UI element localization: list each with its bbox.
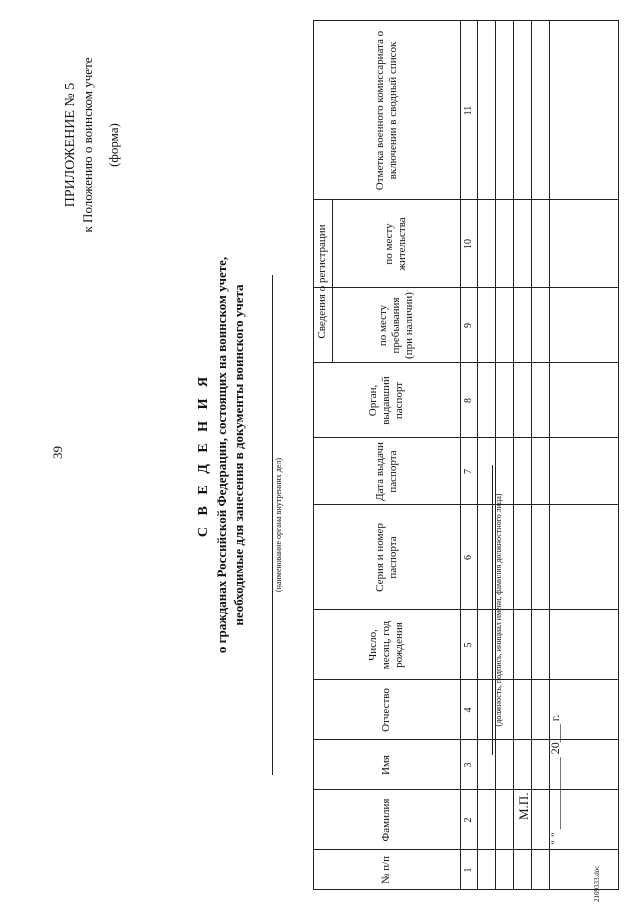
header-commissariat-note: Отметка военного комиссариата о включении в сводный список — [373, 30, 399, 191]
column-number: 1 — [463, 867, 474, 873]
stamp-place: М.П. — [516, 792, 531, 820]
organ-name-caption: (наименование органа внутренних дел) — [274, 458, 283, 592]
date-field: " " ____________ 20___ г. — [548, 714, 562, 845]
organ-name-field — [272, 275, 273, 775]
column-number: 10 — [463, 239, 474, 249]
table-row-divider — [477, 20, 478, 890]
header-passport-issue-date: Дата выдачи паспорта — [373, 442, 399, 501]
table-row-divider — [495, 20, 496, 890]
header-patronymic: Отчество — [380, 688, 392, 732]
subtitle-line-1: о гражданах Российской Федерации, состоящих на воинском учете, — [214, 256, 229, 654]
data-table — [313, 20, 619, 890]
column-number: 4 — [463, 707, 474, 713]
appendix-form-label: (форма) — [106, 123, 121, 167]
column-number: 7 — [463, 469, 474, 474]
table-row-divider — [513, 20, 514, 890]
header-row-number: № п/п — [380, 855, 392, 885]
column-number: 5 — [463, 642, 474, 648]
column-number: 2 — [463, 817, 474, 823]
appendix-title: ПРИЛОЖЕНИЕ № 5 — [63, 82, 78, 208]
column-number: 9 — [463, 323, 474, 328]
table-row-divider — [531, 20, 532, 890]
header-last-name: Фамилия — [380, 798, 392, 842]
column-number: 3 — [463, 762, 474, 768]
column-number: 6 — [463, 555, 474, 560]
table-border — [618, 20, 619, 890]
page-number: 39 — [50, 446, 65, 459]
column-number: 11 — [463, 105, 474, 116]
subtitle-line-2: необходимые для занесения в документы воинского учета — [231, 284, 246, 626]
signature-caption: (должность, подпись, инициал имени, фамилия должностного лица) — [494, 493, 503, 727]
document-subtitle — [213, 105, 247, 805]
header-permanent-registration: по месту жительства — [383, 217, 408, 271]
appendix-header — [62, 15, 122, 275]
appendix-reference: к Положению о воинском учете — [80, 57, 95, 233]
header-temporary-registration: по месту пребывания (при наличии) — [376, 292, 415, 359]
document-file-id: 2109333.doc — [593, 865, 601, 902]
header-birth-date: Число, месяц, год рождения — [367, 620, 405, 670]
header-passport-number: Серия и номер паспорта — [373, 523, 399, 592]
document-title: С В Е Д Е Н И Я — [196, 372, 211, 538]
column-number: 8 — [463, 398, 474, 403]
header-passport-issuer: Орган, выдавший паспорт — [367, 376, 405, 425]
signature-field — [492, 465, 493, 755]
header-registration-group: Сведения о регистрации — [316, 224, 328, 339]
header-first-name: Имя — [380, 755, 392, 775]
